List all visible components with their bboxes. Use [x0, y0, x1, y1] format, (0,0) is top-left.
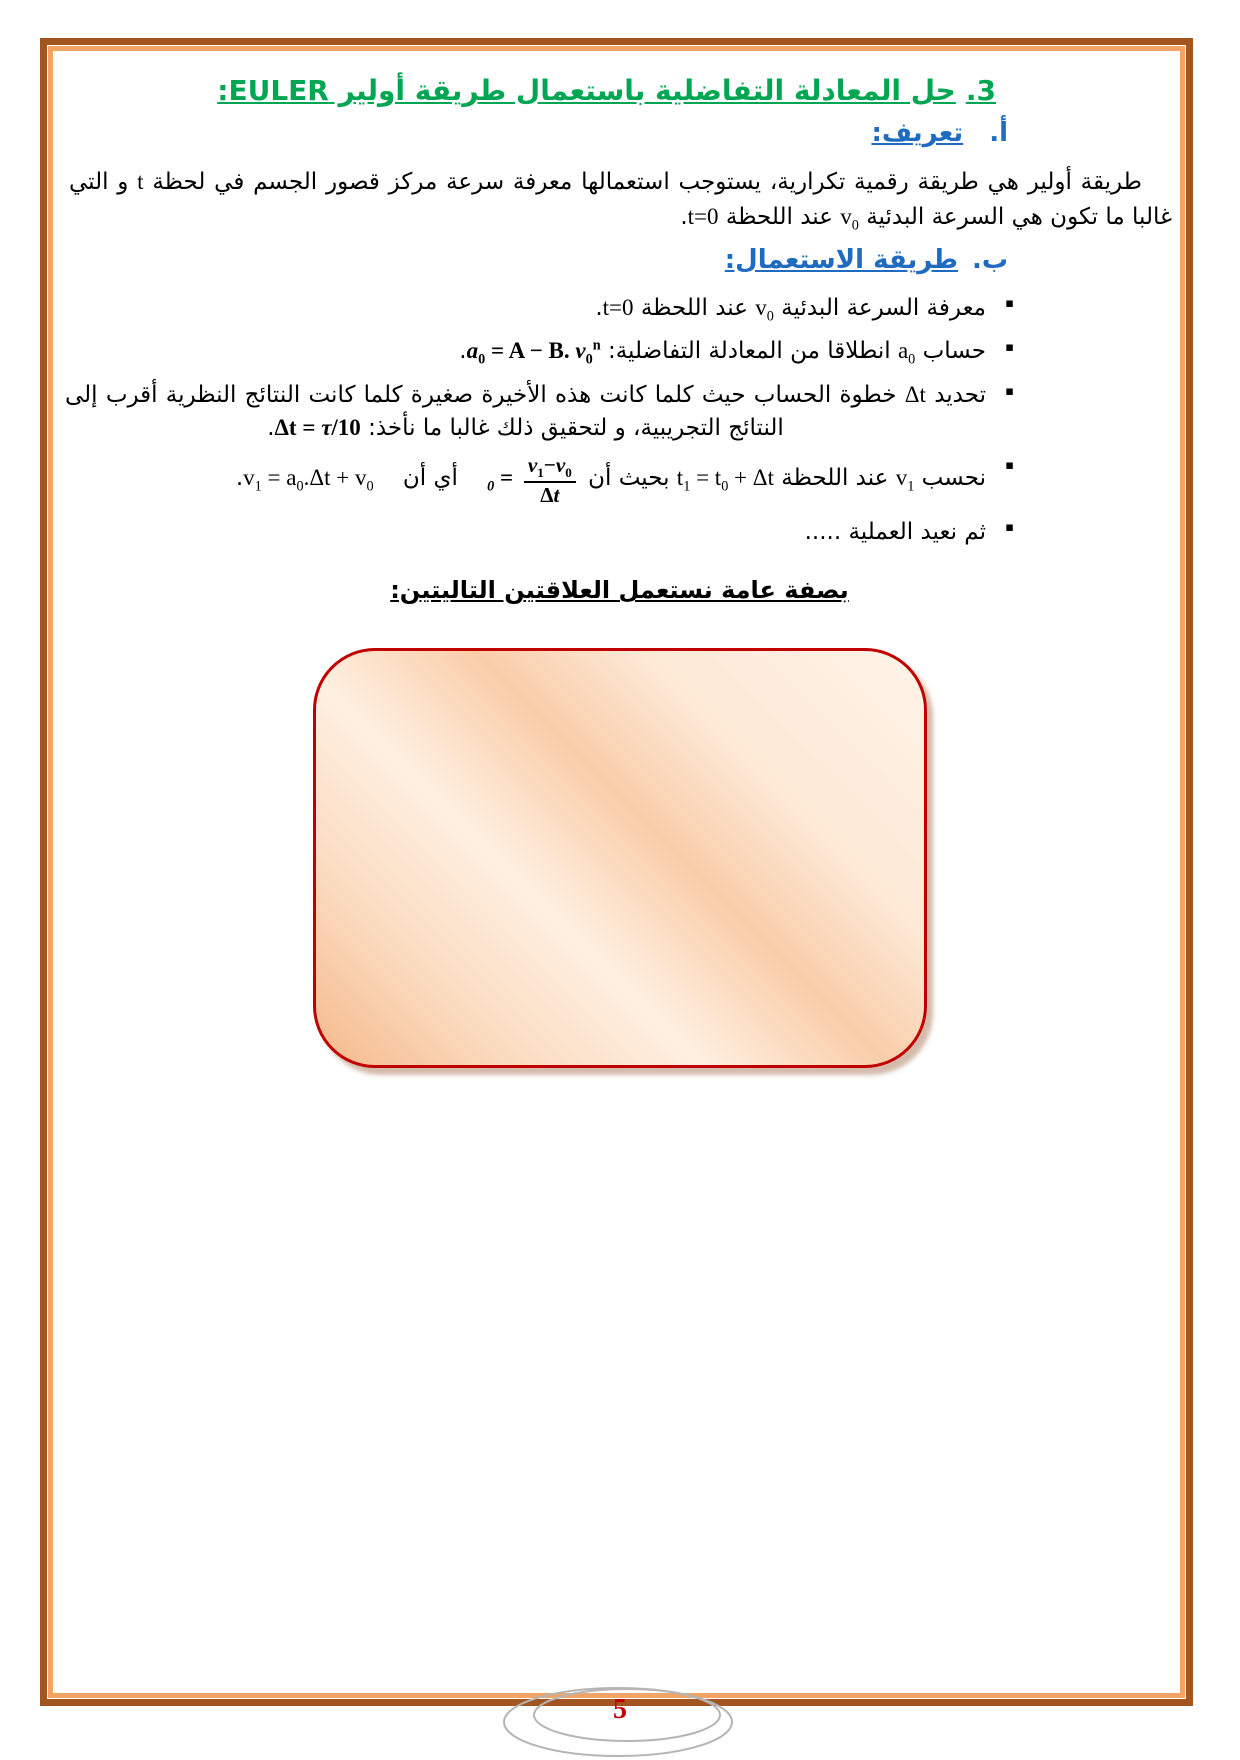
usage-step-repeat: [65, 516, 1018, 549]
section-number: 3.: [965, 74, 996, 107]
bullet-square-icon: ▪: [1005, 296, 1014, 312]
page-number: 5: [613, 1694, 627, 1725]
definition-paragraph: طريقة أولير هي طريقة رقمية تكرارية، يستوجب استعمالها معرفة سرعة مركز قصور الجسم في لحظة t و التي غالبا ما تكون هي السرعة البدئية $v_0$ عند اللحظة t=0.: [69, 169, 1172, 234]
bullet-square-icon: ▪: [1005, 383, 1014, 399]
usage-step-text: معرفة السرعة البدئية $v_0$ عند اللحظة t=0.: [595, 294, 986, 325]
usage-steps-list: [65, 292, 1018, 549]
subheading-a-title: تعريف:: [871, 118, 964, 149]
formula-box: [313, 648, 927, 1068]
usage-step-text: ثم نعيد العملية .....: [804, 518, 986, 545]
usage-step-initial-velocity: [65, 292, 1018, 327]
subheading-b-marker: ب.: [971, 244, 1008, 275]
subheading-definition: [65, 117, 1008, 151]
usage-step-text: تحديد Δt خطوة الحساب حيث كلما كانت هذه الأخيرة صغيرة كلما كانت النتائج النظرية أقرب إلى النتائج التجريبية، و لتحقيق ذلك غالبا ما نأخذ: Δt = τ/10.: [65, 382, 986, 441]
page-border-frame: [40, 38, 1193, 1706]
subheading-usage-method: [65, 244, 1008, 278]
bullet-square-icon: ▪: [1005, 520, 1014, 536]
usage-step-compute-a0: [65, 335, 1018, 370]
page-number-ornament: [500, 1682, 740, 1760]
usage-step-text: نحسب $v_1$ عند اللحظة $t_1 = t_0 + \Delta t$ بحيث أن $_0$ = $\frac{v_1-v_0}{\Delta t}$ أي أن $v_1 = a_0.\Delta t + v_0$.: [235, 452, 986, 507]
bullet-square-icon: ▪: [1005, 339, 1014, 355]
subheading-a-marker: أ.: [989, 118, 1008, 149]
section-heading: [65, 73, 996, 109]
usage-step-compute-v1: [65, 454, 1018, 507]
subheading-b-title: طريقة الاستعمال:: [724, 244, 958, 275]
usage-step-text: حساب $a_0$ انطلاقا من المعادلة التفاضلية: $a_0 = A - B$. $v_0^n$.: [459, 337, 986, 369]
usage-step-choose-dt: [65, 379, 1018, 444]
section-title-text: حل المعادلة التفاضلية باستعمال طريقة أولير EULER:: [217, 74, 956, 107]
relations-heading: بصفة عامة نستعمل العلاقتين التاليتين:: [390, 576, 849, 605]
page-content-area: [48, 46, 1185, 1698]
bullet-square-icon: ▪: [1005, 458, 1014, 474]
